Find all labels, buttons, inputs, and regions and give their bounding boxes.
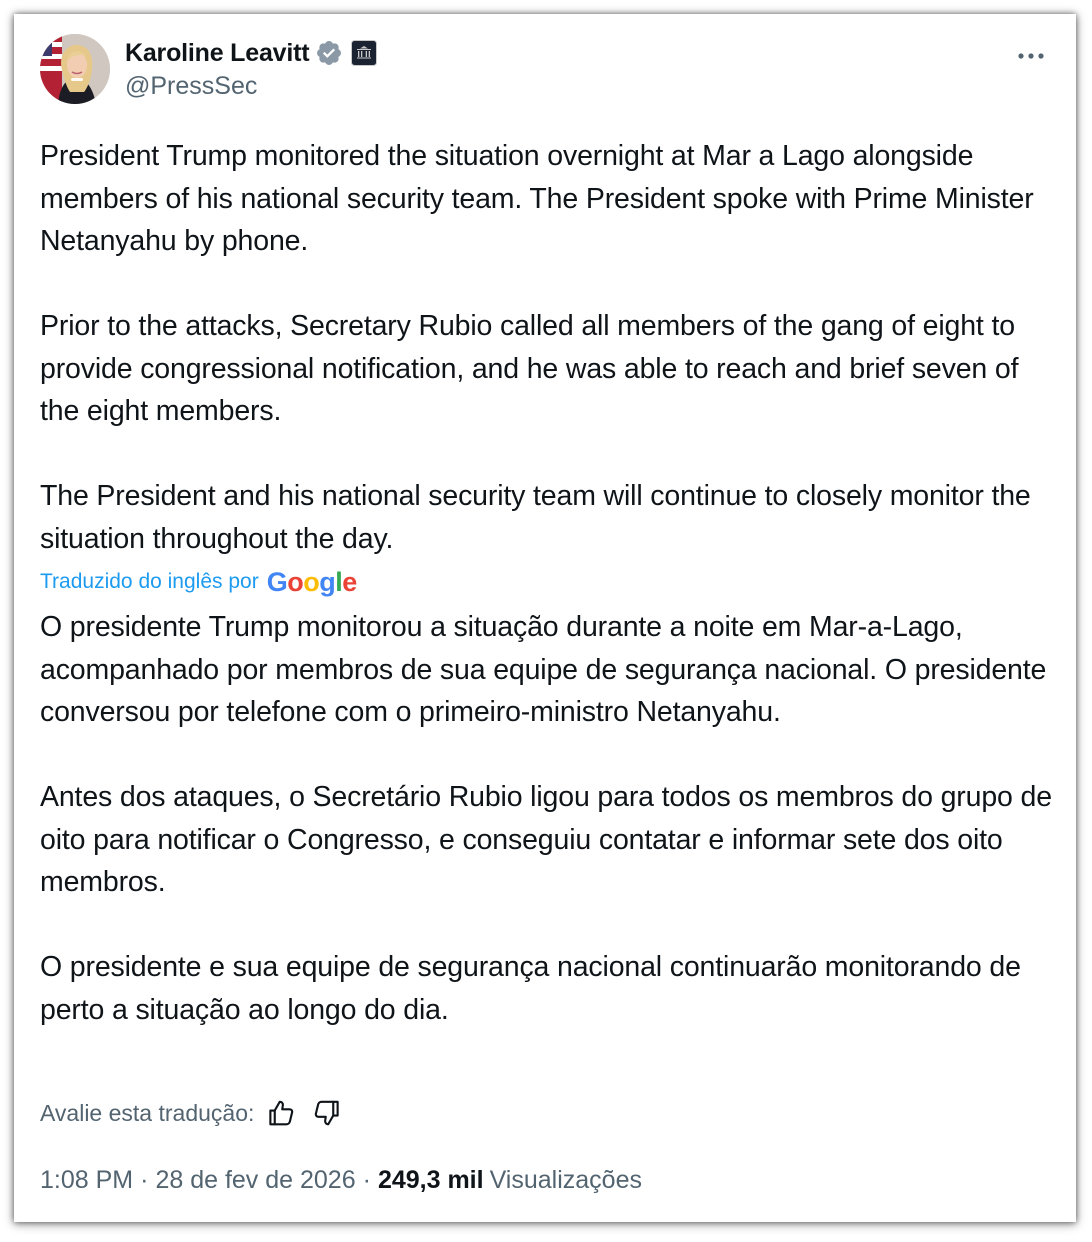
more-options-icon[interactable] <box>1016 46 1046 66</box>
verified-badge-icon[interactable] <box>315 39 343 67</box>
original-text <box>40 135 1060 560</box>
original-paragraph-1: President Trump monitored the situation overnight at Mar a Lago alongside members of his national security team. The President spoke with Prime Minister Netanyahu by phone. <box>40 140 1042 257</box>
post-time[interactable]: 1:08 PM <box>40 1165 134 1194</box>
avatar[interactable] <box>40 34 110 104</box>
meta-separator: · <box>140 1165 149 1194</box>
translated-paragraph-1: O presidente Trump monitorou a situação durante a noite em Mar-a-Lago, acompanhado por membros de sua equipe de segurança nacional. O presidente conversou por telefone com o primeiro-ministro Netanyahu. <box>40 611 1054 728</box>
post-header <box>40 34 1050 106</box>
original-paragraph-2: Prior to the attacks, Secretary Rubio called all members of the gang of eight to provide congressional notification, and he was able to reach and brief seven of the eight members. <box>40 310 1027 427</box>
thumbs-down-icon[interactable] <box>312 1098 342 1128</box>
translated-by-label: Traduzido do inglês por <box>40 570 259 593</box>
views-count[interactable]: 249,3 mil <box>377 1165 484 1194</box>
translated-by-link[interactable] <box>40 565 357 599</box>
original-paragraph-spacer <box>40 263 1060 306</box>
original-paragraph-3: The President and his national security team will continue to closely monitor the situation throughout the day. <box>40 480 1039 555</box>
translated-paragraph-spacer <box>40 904 1060 947</box>
translated-paragraph-2: Antes dos ataques, o Secretário Rubio ligou para todos os membros do grupo de oito para notificar o Congresso, e conseguiu contatar e informar sete dos oito membros. <box>40 781 1060 898</box>
handle[interactable]: @PressSec <box>125 72 258 100</box>
post-meta <box>40 1162 642 1198</box>
translated-paragraph-3: O presidente e sua equipe de segurança nacional continuarão monitorando de perto a situação ao longo do dia. <box>40 951 1029 1026</box>
post-card <box>14 14 1076 1222</box>
white-house-affiliate-icon[interactable] <box>351 40 377 66</box>
post-date[interactable]: 28 de fev de 2026 <box>155 1165 356 1194</box>
name-row <box>125 36 377 70</box>
display-name[interactable]: Karoline Leavitt <box>125 38 310 67</box>
translated-paragraph-spacer <box>40 734 1060 777</box>
meta-separator: · <box>362 1165 371 1194</box>
rate-translation <box>40 1096 342 1130</box>
author-names <box>125 36 377 101</box>
avatar-image <box>40 34 110 104</box>
original-paragraph-spacer <box>40 433 1060 476</box>
google-logo: Google <box>266 566 357 597</box>
rate-translation-label: Avalie esta tradução: <box>40 1099 255 1126</box>
translated-text <box>40 606 1060 1031</box>
views-label[interactable]: Visualizações <box>489 1165 642 1194</box>
thumbs-up-icon[interactable] <box>266 1098 296 1128</box>
